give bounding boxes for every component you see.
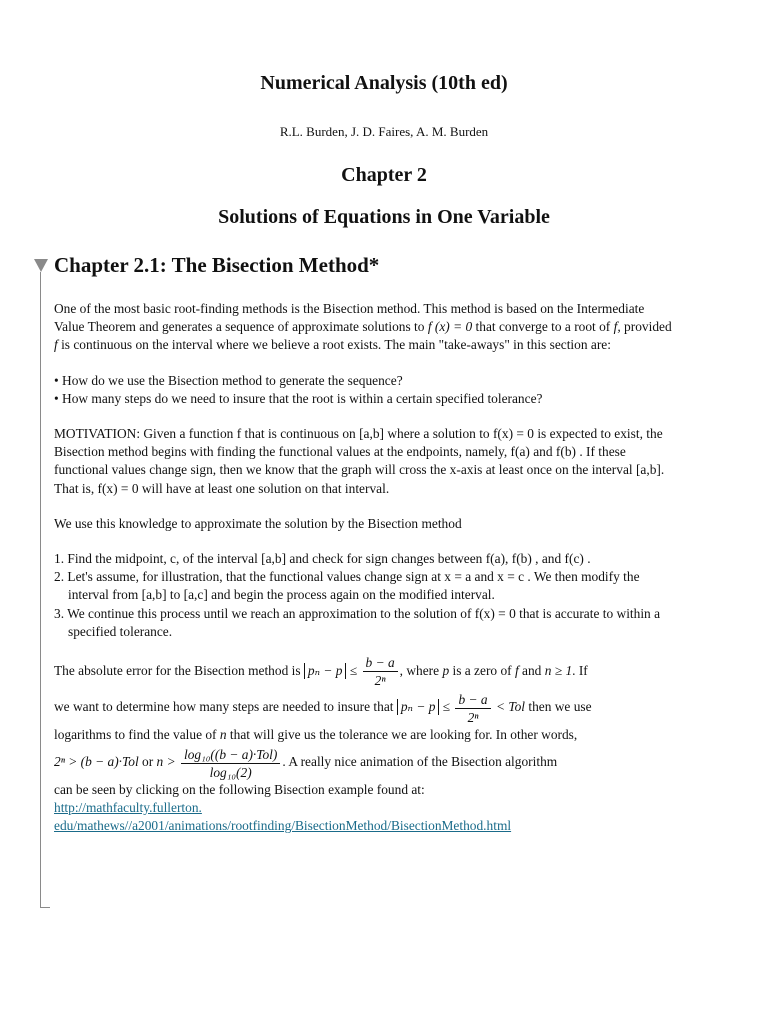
ineq-left: 2ⁿ > (b − a)·Tol: [54, 754, 139, 770]
intro-text-3: provided: [620, 319, 672, 335]
log-text-2: that will give us the tolerance we are looking for. In other words,: [226, 726, 578, 742]
tolerance-fraction: [455, 691, 490, 726]
err-math-n: n ≥ 1: [544, 663, 573, 679]
section-outline-end: [40, 907, 50, 908]
err-text-1: The absolute error for the Bisection method is: [54, 663, 304, 679]
motivation-paragraph: MOTIVATION: Given a function f that is continuous on [a,b] where a solution to f(x) = 0 is expected to exist, the Bisection method begins with finding the functional values at the endpoints, namely, f(a) and f(b) . If these functional values change sign, then we know that the graph will cross the x-axis at least once on the interval [a,b]. That is, f(x) = 0 will have at least one solution on that interval.: [54, 426, 665, 496]
steps-needed-paragraph: [54, 689, 674, 725]
collapse-triangle-icon[interactable]: [34, 259, 48, 272]
err-math-p: p: [442, 663, 450, 679]
intro-text-1: One of the most basic root-finding methods is the Bisection method. This method is based on the Intermediate Value Theorem and generates a sequence of approximate solutions to: [54, 301, 645, 335]
animation-link-line: [54, 799, 674, 817]
logarithm-paragraph: [54, 726, 674, 744]
anim-text-2: can be seen by clicking on the following Bisection example found at:: [54, 781, 425, 797]
intro-math-f1: f,: [613, 319, 621, 335]
steps-list: [54, 550, 674, 641]
animation-link[interactable]: edu/mathews//a2001/animations/rootfinding/BisectionMethod/BisectionMethod.html: [54, 817, 512, 833]
intro-text-4: is continuous on the interval where we believe a root exists. The main "take-aways" in this section are:: [57, 337, 611, 353]
list-item: 1. Find the midpoint, c, of the interval [a,b] and check for sign changes between f(a), f(b) , and f(c) .: [54, 551, 591, 567]
steps-text-2: then we use: [525, 699, 592, 715]
abs-error-expr: pₙ − p: [304, 663, 347, 679]
steps-text-1: we want to determine how many steps are needed to insure that: [54, 699, 397, 715]
ineq-or: or: [138, 754, 157, 770]
authors: R.L. Burden, J. D. Faires, A. M. Burden: [279, 124, 489, 139]
fraction-numerator: b − a: [455, 691, 490, 709]
log-fraction-numerator: log₁₀((b − a)·Tol): [181, 746, 280, 764]
log-text-1: logarithms to find the value of: [54, 726, 220, 742]
err-text-5: . If: [572, 663, 588, 679]
section-body: [54, 300, 674, 835]
fraction-denominator: 2ⁿ: [467, 709, 479, 725]
chapter-title: Solutions of Equations in One Variable: [218, 206, 550, 228]
le-symbol: ≤: [442, 699, 451, 715]
err-text-4: and: [518, 663, 545, 679]
section-heading: Chapter 2.1: The Bisection Method*: [54, 253, 380, 277]
abs-error-expr: pₙ − p: [397, 699, 440, 715]
anim-text-1: . A really nice animation of the Bisection algorithm: [282, 754, 558, 770]
lt-tol: < Tol: [495, 699, 525, 715]
takeaway-bullet: • How do we use the Bisection method to generate the sequence?: [54, 372, 403, 388]
error-bound-paragraph: [54, 653, 674, 689]
intro-paragraph: [54, 300, 674, 355]
list-item: 2. Let's assume, for illustration, that the functional values change sign at x = a and x = c . We then modify the interval from [a,b] to [a,c] and begin the process again on the modified interval.: [54, 569, 640, 603]
animation-link-line: [54, 817, 674, 835]
le-symbol: ≤: [349, 663, 358, 679]
err-math-f: f: [514, 663, 519, 679]
log-math-n: n: [219, 726, 227, 742]
inequality-paragraph: [54, 744, 674, 780]
section-outline-bar: [40, 272, 41, 908]
book-title: Numerical Analysis (10th ed): [260, 72, 508, 94]
log-fraction: [181, 746, 280, 781]
intro-text-2: that converge to a root of: [472, 319, 614, 335]
ineq-n: n >: [156, 754, 176, 770]
intro-math-fx: f (x) = 0: [427, 319, 473, 335]
log-fraction-denominator: log₁₀(2): [209, 764, 252, 780]
animation-link[interactable]: http://mathfaculty.fullerton.: [54, 799, 202, 815]
err-text-3: is a zero of: [449, 663, 515, 679]
takeaway-bullet: • How many steps do we need to insure that the root is within a certain specified tolerance?: [54, 390, 543, 406]
intro-math-f2: f: [54, 337, 58, 353]
fraction-numerator: b − a: [363, 654, 398, 672]
list-item: 3. We continue this process until we reach an approximation to the solution of f(x) = 0 that is accurate to within a specified tolerance.: [54, 605, 661, 639]
err-text-2: , where: [399, 663, 443, 679]
chapter-number: Chapter 2: [341, 164, 427, 186]
use-knowledge-text: We use this knowledge to approximate the solution by the Bisection method: [54, 515, 462, 531]
error-fraction: [363, 654, 398, 689]
fraction-denominator: 2ⁿ: [374, 673, 386, 689]
